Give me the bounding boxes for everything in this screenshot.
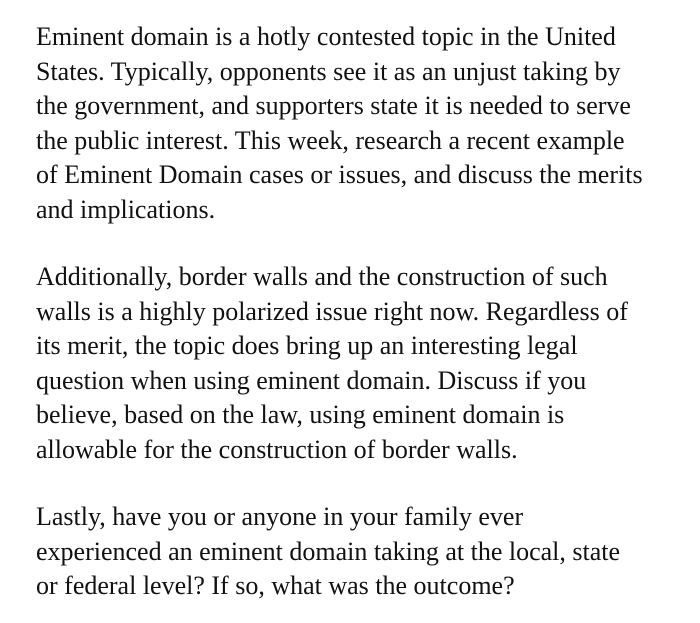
text-line: walls is a highly polarized issue right now. Regardless of: [36, 296, 628, 326]
text-line: experienced an eminent domain taking at the local, state: [36, 536, 621, 566]
text-line: the public interest. This week, research a recent example: [36, 125, 625, 155]
text-line: Lastly, have you or anyone in your family ever: [36, 502, 524, 531]
text-line: Eminent domain is a hotly contested topic in the United: [36, 22, 616, 51]
text-line: States. Typically, opponents see it as an unjust taking by: [36, 56, 621, 86]
document-body: [36, 20, 700, 604]
text-line: the government, and supporters state it is needed to serve: [36, 91, 631, 120]
text-line: its merit, the topic does bring up an interesting legal: [36, 331, 578, 360]
text-line: allowable for the construction of border walls.: [36, 434, 518, 464]
text-line: believe, based on the law, using eminent domain is: [36, 400, 565, 429]
paragraph-personal-experience: [36, 500, 700, 604]
text-line: Additionally, border walls and the construction of such: [36, 262, 608, 291]
text-line: of Eminent Domain cases or issues, and discuss the merits: [36, 160, 643, 189]
paragraph-eminent-domain-intro: [36, 20, 700, 227]
text-line: question when using eminent domain. Discuss if you: [36, 365, 587, 395]
text-line: or federal level? If so, what was the outcome?: [36, 571, 515, 600]
paragraph-border-walls: [36, 260, 700, 467]
text-line: and implications.: [36, 194, 216, 224]
